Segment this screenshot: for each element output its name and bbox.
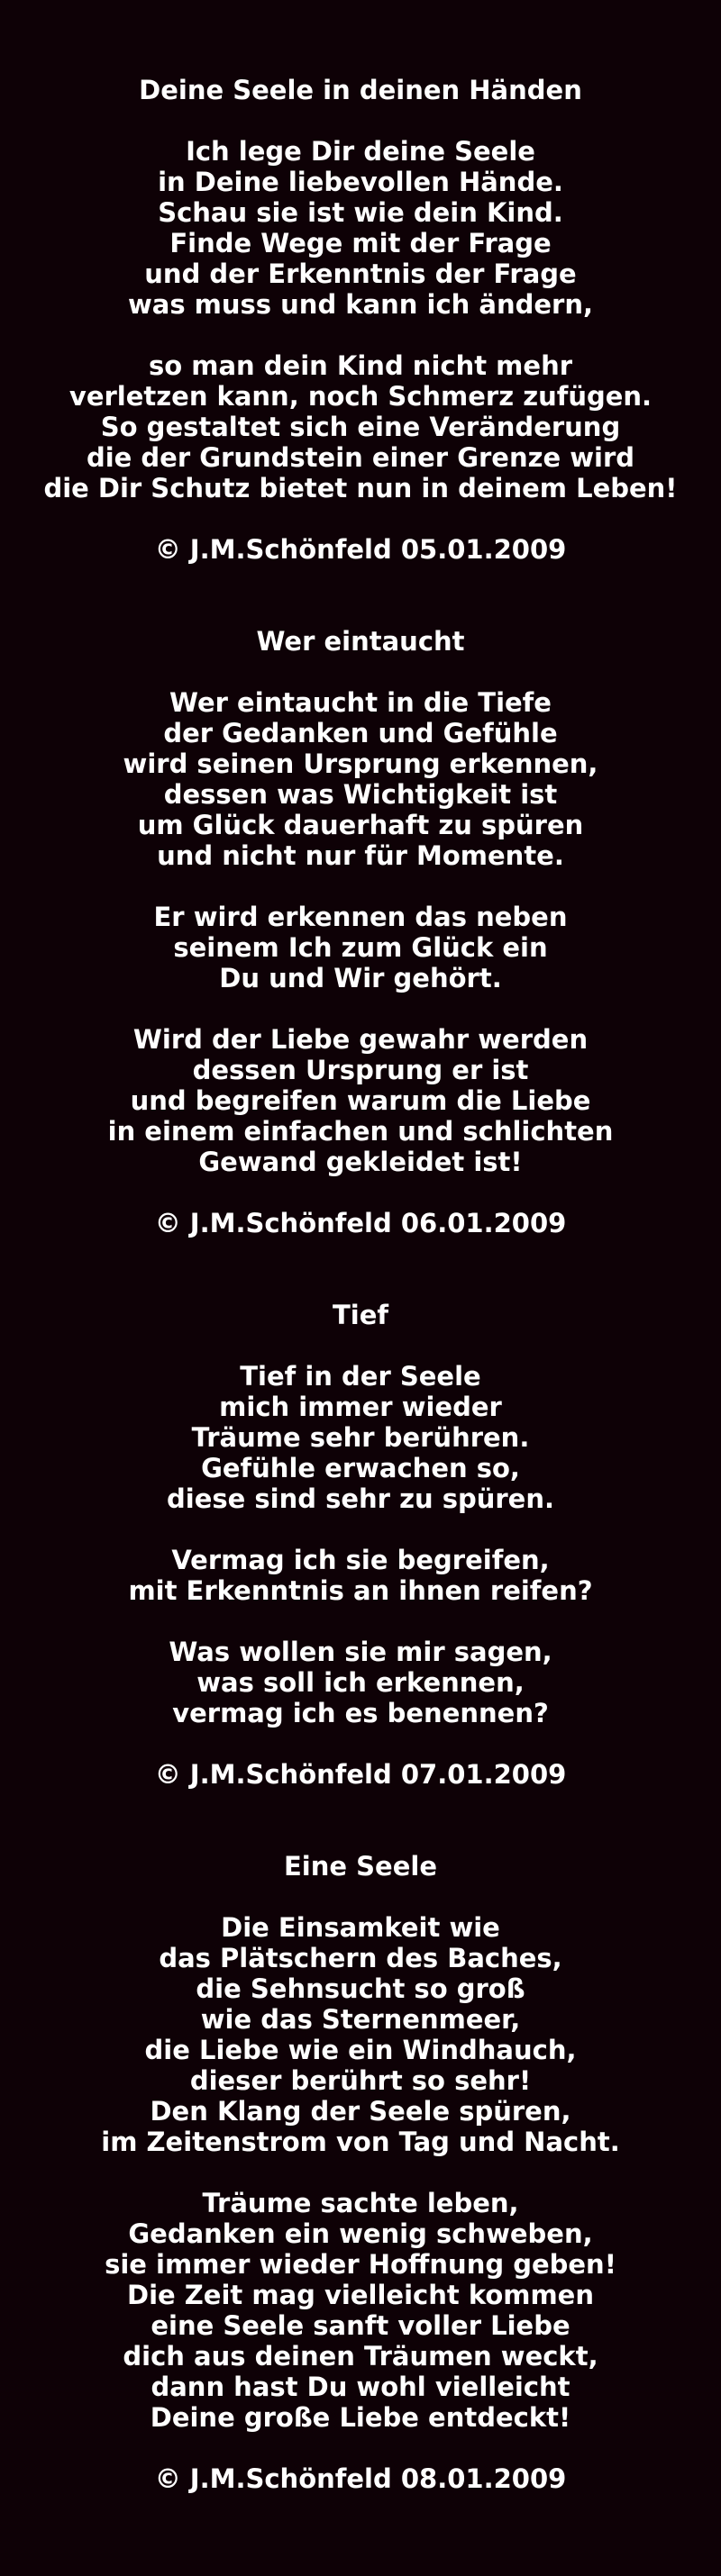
- poem-line: Deine große Liebe entdeckt!: [150, 2402, 571, 2433]
- poem-line: dann hast Du wohl vielleicht: [151, 2372, 570, 2402]
- poem-line: was muss und kann ich ändern,: [127, 289, 594, 320]
- poem-line: die der Grundstein einer Grenze wird: [86, 442, 635, 473]
- poem-line: Gewand gekleidet ist!: [198, 1147, 523, 1177]
- poem-line: die Liebe wie ein Windhauch,: [144, 2035, 577, 2065]
- poem-stanza: [0, 1912, 721, 2157]
- poem-line: Die Einsamkeit wie: [221, 1912, 500, 1943]
- poem-line: Gedanken ein wenig schweben,: [128, 2218, 593, 2249]
- copyright-line: © J.M.Schönfeld 06.01.2009: [154, 1208, 567, 1238]
- poem-stanza: [0, 350, 721, 503]
- poem-title: Wer eintaucht: [256, 626, 465, 657]
- poem-stanza: [0, 2188, 721, 2433]
- poem: [0, 1300, 721, 1790]
- poem-line: eine Seele sanft voller Liebe: [151, 2310, 570, 2341]
- poem-list: [0, 75, 721, 2494]
- poem: [0, 1851, 721, 2494]
- poem-line: Was wollen sie mir sagen,: [169, 1637, 552, 1667]
- poem-line: dieser berührt so sehr!: [189, 2065, 532, 2096]
- poem-line: Träume sachte leben,: [202, 2188, 519, 2218]
- poem-line: und begreifen warum die Liebe: [130, 1085, 591, 1116]
- poem-line: Finde Wege mit der Frage: [169, 228, 552, 259]
- poem-line: Er wird erkennen das neben: [153, 902, 568, 932]
- poem-stanza: [0, 1545, 721, 1606]
- poem-stanza: [0, 1361, 721, 1514]
- poem-stanza: [0, 902, 721, 993]
- poem-line: dessen was Wichtigkeit ist: [163, 779, 558, 810]
- poem-line: die Dir Schutz bietet nun in deinem Leben!: [43, 473, 678, 503]
- poem-title: Tief: [332, 1300, 388, 1330]
- poem-line: Träume sehr berühren.: [191, 1422, 530, 1453]
- poem-stanza: [0, 1024, 721, 1177]
- poem-line: in einem einfachen und schlichten: [107, 1116, 614, 1147]
- poem-line: wird seinen Ursprung erkennen,: [123, 748, 598, 779]
- poem-line: Vermag ich sie begreifen,: [171, 1545, 550, 1575]
- poem: [0, 626, 721, 1238]
- poem-line: der Gedanken und Gefühle: [163, 718, 558, 748]
- poem: [0, 75, 721, 565]
- poem-title: Deine Seele in deinen Händen: [139, 75, 582, 105]
- poem-line: sie immer wieder Hoffnung geben!: [105, 2249, 616, 2280]
- poem-line: dessen Ursprung er ist: [192, 1055, 529, 1085]
- poem-line: diese sind sehr zu spüren.: [167, 1483, 554, 1514]
- poem-line: Schau sie ist wie dein Kind.: [158, 197, 563, 228]
- poem-line: und der Erkenntnis der Frage: [144, 259, 577, 289]
- poem-line: wie das Sternenmeer,: [200, 2004, 521, 2035]
- poem-line: dich aus deinen Träumen weckt,: [123, 2341, 598, 2372]
- copyright-line: © J.M.Schönfeld 05.01.2009: [154, 534, 567, 565]
- copyright-line: © J.M.Schönfeld 07.01.2009: [154, 1759, 567, 1790]
- poem-line: Wer eintaucht in die Tiefe: [169, 687, 552, 718]
- poem-title: Eine Seele: [284, 1851, 437, 1882]
- poem-line: in Deine liebevollen Hände.: [158, 167, 563, 197]
- poem-line: Tief in der Seele: [240, 1361, 481, 1392]
- poem-line: Du und Wir gehört.: [219, 963, 502, 993]
- poem-line: Den Klang der Seele spüren,: [150, 2096, 571, 2127]
- poem-line: so man dein Kind nicht mehr: [148, 350, 573, 381]
- poem-line: Ich lege Dir deine Seele: [186, 136, 535, 167]
- poem-line: im Zeitenstrom von Tag und Nacht.: [101, 2127, 620, 2157]
- poem-line: seinem Ich zum Glück ein: [173, 932, 548, 963]
- poem-stanza: [0, 1637, 721, 1728]
- poem-line: die Sehnsucht so groß: [196, 1973, 525, 2004]
- poem-line: das Plätschern des Baches,: [159, 1943, 562, 1973]
- poem-line: um Glück dauerhaft zu spüren: [137, 810, 584, 840]
- poem-line: was soll ich erkennen,: [196, 1667, 525, 1698]
- poem-line: vermag ich es benennen?: [172, 1698, 549, 1728]
- poem-line: mit Erkenntnis an ihnen reifen?: [128, 1575, 593, 1606]
- poem-line: und nicht nur für Momente.: [157, 840, 564, 871]
- poem-line: Die Zeit mag vielleicht kommen: [127, 2280, 594, 2310]
- poem-stanza: [0, 687, 721, 871]
- copyright-line: © J.M.Schönfeld 08.01.2009: [154, 2463, 567, 2494]
- poem-line: verletzen kann, noch Schmerz zufügen.: [68, 381, 653, 412]
- poem-line: Wird der Liebe gewahr werden: [132, 1024, 589, 1055]
- poem-line: Gefühle erwachen so,: [201, 1453, 520, 1483]
- poem-stanza: [0, 136, 721, 320]
- poem-line: mich immer wieder: [219, 1392, 502, 1422]
- poem-line: So gestaltet sich eine Veränderung: [100, 412, 621, 442]
